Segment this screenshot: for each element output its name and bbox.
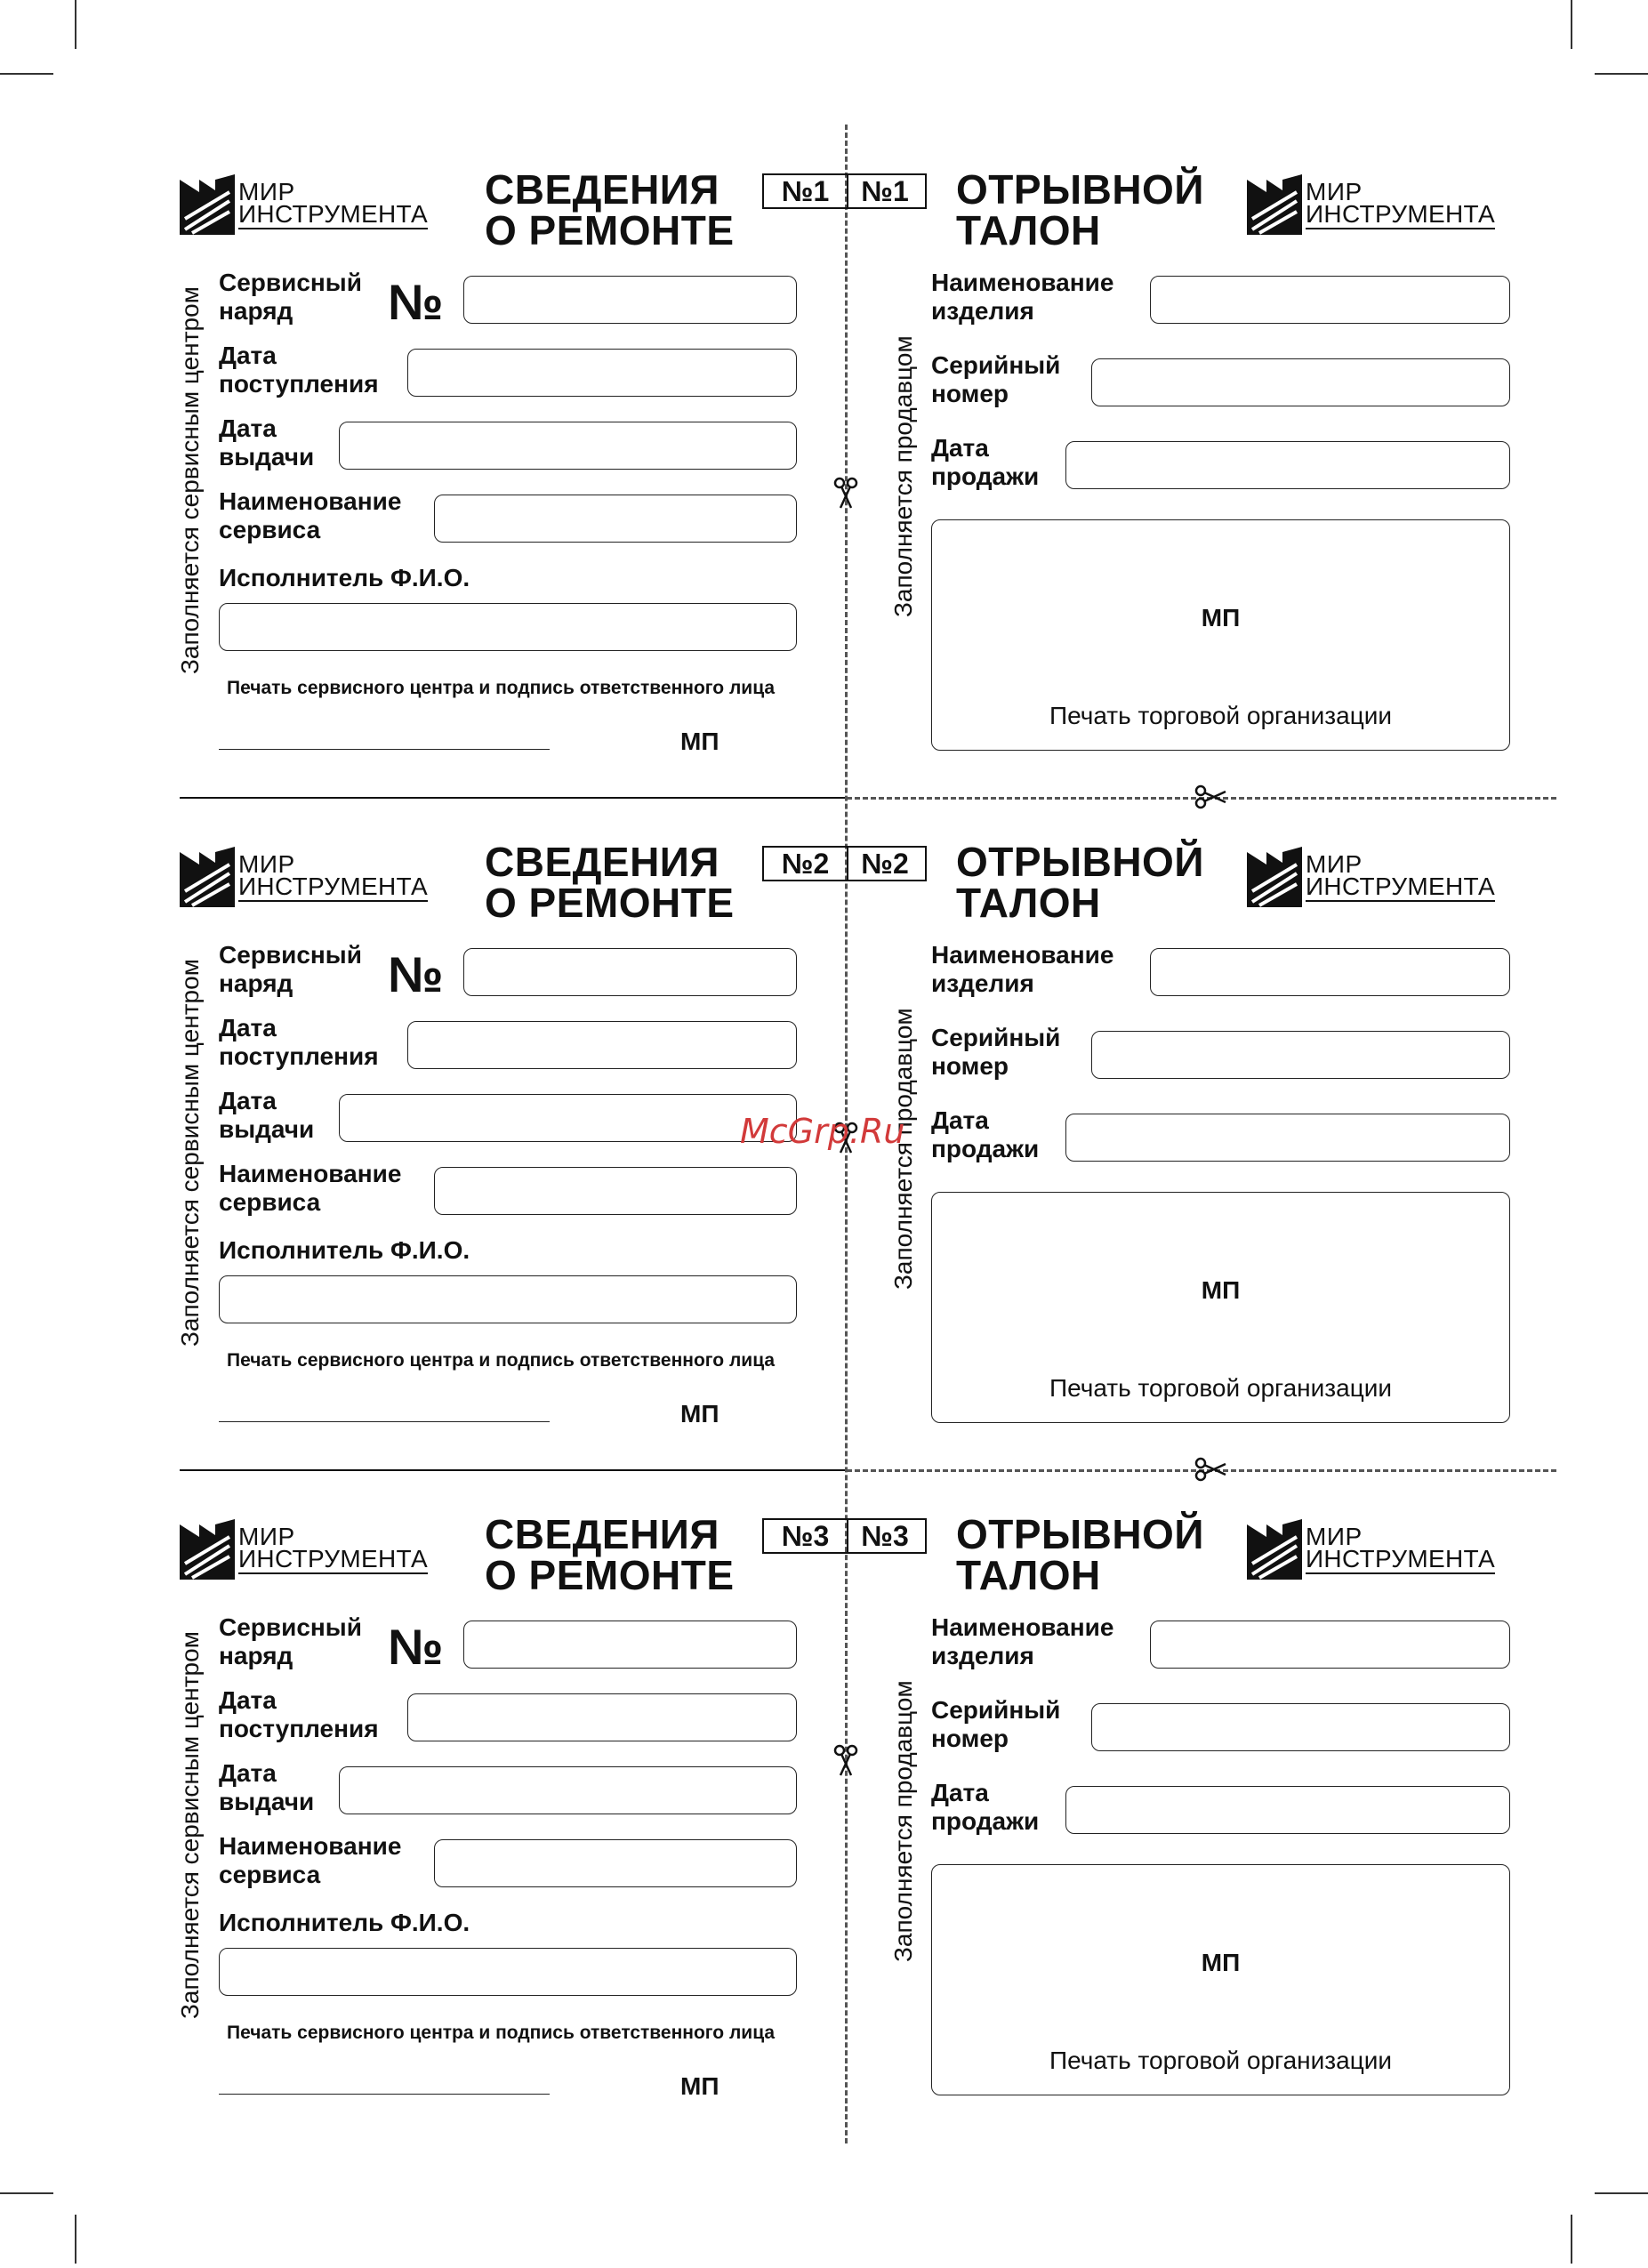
coupon-title-line2: ТАЛОН <box>956 1552 1101 1598</box>
coupon-title-line2: ТАЛОН <box>956 880 1101 926</box>
section-number-right: №2 <box>845 846 927 881</box>
product-label-line1: Наименование <box>931 1613 1114 1641</box>
brand-logo <box>1247 1519 1514 1583</box>
service-order-field[interactable] <box>463 948 797 996</box>
stamp-place-label: МП <box>680 2072 719 2100</box>
sale-date-field[interactable] <box>1065 441 1510 489</box>
serial-number-field[interactable] <box>1091 1031 1510 1079</box>
service-label-line2: сервиса <box>219 516 321 543</box>
received-label-line1: Дата <box>219 1686 277 1714</box>
product-label <box>931 1613 1113 1670</box>
service-label-line1: Наименование <box>219 1832 402 1860</box>
sale-label-line2: продажи <box>931 1807 1040 1835</box>
warranty-section <box>0 1345 1648 2100</box>
brand-logo <box>1247 174 1514 238</box>
sale-label <box>931 1106 1039 1163</box>
received-label <box>219 1686 379 1743</box>
brand-name-line1: МИР <box>238 850 295 878</box>
received-label <box>219 1014 379 1071</box>
brand-name-line2: ИНСТРУМЕНТА <box>1306 873 1495 900</box>
executor-label: Исполнитель Ф.И.О. <box>219 1909 470 1936</box>
repair-title <box>485 839 735 926</box>
product-label-line2: изделия <box>931 969 1034 997</box>
received-date-field[interactable] <box>407 349 797 397</box>
brand-name-line1: МИР <box>1306 1523 1363 1550</box>
repair-side-label: Заполняется сервисным центром <box>176 286 204 674</box>
coupon-title-line1: ОТРЫВНОЙ <box>956 166 1204 213</box>
order-label-line2: наряд <box>219 969 293 997</box>
order-label <box>219 941 362 998</box>
issued-label-line1: Дата <box>219 1759 277 1787</box>
section-number-left: №1 <box>762 173 848 209</box>
service-stamp-caption: Печать сервисного центра и подпись ответственного лица <box>227 678 776 698</box>
stamp-place-label: МП <box>1201 1949 1241 1976</box>
service-name-field[interactable] <box>434 495 797 543</box>
repair-title-line1: СВЕДЕНИЯ <box>485 839 719 885</box>
brand-name-line2: ИНСТРУМЕНТА <box>1306 200 1495 228</box>
repair-title-line2: О РЕМОНТЕ <box>485 1552 735 1598</box>
service-label-line2: сервиса <box>219 1188 321 1216</box>
product-label-line1: Наименование <box>931 269 1114 296</box>
service-label <box>219 1832 401 1889</box>
serial-label <box>931 1696 1060 1753</box>
executor-field[interactable] <box>219 1948 797 1996</box>
product-label-line1: Наименование <box>931 941 1114 969</box>
brand-name-line2: ИНСТРУМЕНТА <box>238 200 428 228</box>
received-label-line2: поступления <box>219 370 379 398</box>
service-stamp-caption: Печать сервисного центра и подпись ответственного лица <box>227 2023 776 2043</box>
coupon-title-line2: ТАЛОН <box>956 207 1101 253</box>
issued-date-field[interactable] <box>339 422 797 470</box>
repair-side-label: Заполняется сервисным центром <box>176 1631 204 2019</box>
order-label <box>219 1613 362 1670</box>
sale-label-line2: продажи <box>931 462 1040 490</box>
sale-date-field[interactable] <box>1065 1786 1510 1834</box>
issued-label-line2: выдачи <box>219 1788 315 1815</box>
coupon-title-line1: ОТРЫВНОЙ <box>956 839 1204 885</box>
service-label <box>219 1160 401 1217</box>
brand-name-line1: МИР <box>1306 850 1363 878</box>
brand-logo-icon <box>1247 1519 1302 1581</box>
order-label <box>219 269 362 326</box>
product-label <box>931 941 1113 998</box>
stamp-place-label: МП <box>1201 604 1241 631</box>
sale-label <box>931 434 1039 491</box>
serial-number-field[interactable] <box>1091 358 1510 406</box>
coupon-side-label: Заполняется продавцом <box>889 1008 917 1290</box>
received-label-line2: поступления <box>219 1715 379 1742</box>
product-name-field[interactable] <box>1150 948 1510 996</box>
issued-date-field[interactable] <box>339 1094 797 1142</box>
issued-label <box>219 414 314 471</box>
repair-title-line1: СВЕДЕНИЯ <box>485 1511 719 1557</box>
sale-date-field[interactable] <box>1065 1114 1510 1162</box>
serial-label-line1: Серийный <box>931 351 1061 379</box>
service-stamp-caption: Печать сервисного центра и подпись ответственного лица <box>227 1350 776 1371</box>
repair-title-line1: СВЕДЕНИЯ <box>485 166 719 213</box>
sale-label-line2: продажи <box>931 1135 1040 1162</box>
coupon-side-label: Заполняется продавцом <box>889 335 917 617</box>
repair-side-label: Заполняется сервисным центром <box>176 959 204 1347</box>
brand-logo-icon <box>180 847 235 909</box>
brand-name-line1: МИР <box>238 1523 295 1550</box>
brand-logo-icon <box>180 174 235 237</box>
service-label <box>219 487 401 544</box>
received-label-line2: поступления <box>219 1042 379 1070</box>
serial-number-field[interactable] <box>1091 1703 1510 1751</box>
number-sign: № <box>388 946 444 1002</box>
repair-title <box>485 1511 735 1598</box>
issued-label-line2: выдачи <box>219 443 315 470</box>
repair-title-line2: О РЕМОНТЕ <box>485 880 735 926</box>
stamp-place-label: МП <box>1201 1276 1241 1304</box>
serial-label-line1: Серийный <box>931 1696 1061 1724</box>
brand-logo <box>1247 847 1514 911</box>
brand-logo <box>180 174 446 238</box>
coupon-side-label: Заполняется продавцом <box>889 1680 917 1962</box>
brand-name-line2: ИНСТРУМЕНТА <box>238 1545 428 1572</box>
order-label-line2: наряд <box>219 297 293 325</box>
coupon-title <box>956 839 1204 926</box>
coupon-title <box>956 166 1204 253</box>
order-label-line1: Сервисный <box>219 1613 362 1641</box>
number-sign: № <box>388 1619 444 1675</box>
crop-mark <box>1571 2215 1572 2264</box>
stamp-place-label: МП <box>680 728 719 755</box>
brand-logo-icon <box>180 1519 235 1581</box>
received-label-line1: Дата <box>219 342 277 369</box>
issued-label <box>219 1759 314 1816</box>
sale-label-line1: Дата <box>931 1779 989 1806</box>
product-label-line2: изделия <box>931 1642 1034 1669</box>
serial-label-line1: Серийный <box>931 1024 1061 1051</box>
brand-name-line2: ИНСТРУМЕНТА <box>238 873 428 900</box>
brand-logo <box>180 847 446 911</box>
received-date-field[interactable] <box>407 1693 797 1741</box>
coupon-title-line1: ОТРЫВНОЙ <box>956 1511 1204 1557</box>
seller-stamp-box[interactable] <box>931 1864 1510 2095</box>
brand-logo-icon <box>1247 847 1302 909</box>
stamp-place-label: МП <box>680 1400 719 1428</box>
service-order-field[interactable] <box>463 1621 797 1669</box>
serial-label-line2: номер <box>931 1725 1009 1752</box>
sale-label-line1: Дата <box>931 434 989 462</box>
seller-stamp-caption: Печать торговой организации <box>1049 702 1393 729</box>
section-number-right: №3 <box>845 1518 927 1554</box>
crop-mark <box>0 2192 53 2194</box>
repair-title <box>485 166 735 253</box>
section-number-left: №3 <box>762 1518 848 1554</box>
number-sign: № <box>388 274 444 330</box>
executor-field[interactable] <box>219 603 797 651</box>
watermark: McGrp.Ru <box>740 1112 905 1151</box>
received-label-line1: Дата <box>219 1014 277 1042</box>
service-label-line2: сервиса <box>219 1861 321 1888</box>
order-label-line2: наряд <box>219 1642 293 1669</box>
coupon-title <box>956 1511 1204 1598</box>
brand-logo <box>180 1519 446 1583</box>
brand-name-line1: МИР <box>1306 178 1363 205</box>
issued-date-field[interactable] <box>339 1766 797 1814</box>
brand-name-line2: ИНСТРУМЕНТА <box>1306 1545 1495 1572</box>
service-name-field[interactable] <box>434 1839 797 1887</box>
serial-label-line2: номер <box>931 1052 1009 1080</box>
service-order-field[interactable] <box>463 276 797 324</box>
sale-label <box>931 1779 1039 1836</box>
issued-label-line1: Дата <box>219 414 277 442</box>
section-number-right: №1 <box>845 173 927 209</box>
product-name-field[interactable] <box>1150 276 1510 324</box>
product-label-line2: изделия <box>931 297 1034 325</box>
signature-line <box>219 2094 550 2095</box>
sale-label-line1: Дата <box>931 1106 989 1134</box>
serial-label <box>931 351 1060 408</box>
order-label-line1: Сервисный <box>219 269 362 296</box>
service-label-line1: Наименование <box>219 487 402 515</box>
received-date-field[interactable] <box>407 1021 797 1069</box>
executor-label: Исполнитель Ф.И.О. <box>219 564 470 591</box>
executor-label: Исполнитель Ф.И.О. <box>219 1236 470 1264</box>
serial-label-line2: номер <box>931 380 1009 407</box>
seller-stamp-caption: Печать торговой организации <box>1049 1374 1393 1402</box>
issued-label-line2: выдачи <box>219 1115 315 1143</box>
warranty-section <box>0 672 1648 1428</box>
brand-logo-icon <box>1247 174 1302 237</box>
issued-label <box>219 1087 314 1144</box>
section-number-left: №2 <box>762 846 848 881</box>
repair-title-line2: О РЕМОНТЕ <box>485 207 735 253</box>
brand-name-line1: МИР <box>238 178 295 205</box>
issued-label-line1: Дата <box>219 1087 277 1114</box>
warranty-section <box>0 0 1648 755</box>
executor-field[interactable] <box>219 1275 797 1323</box>
product-label <box>931 269 1113 326</box>
service-name-field[interactable] <box>434 1167 797 1215</box>
order-label-line1: Сервисный <box>219 941 362 969</box>
crop-mark <box>1595 2192 1648 2194</box>
crop-mark <box>75 2215 76 2264</box>
seller-stamp-caption: Печать торговой организации <box>1049 2047 1393 2074</box>
received-label <box>219 342 379 398</box>
serial-label <box>931 1024 1060 1081</box>
product-name-field[interactable] <box>1150 1621 1510 1669</box>
service-label-line1: Наименование <box>219 1160 402 1187</box>
